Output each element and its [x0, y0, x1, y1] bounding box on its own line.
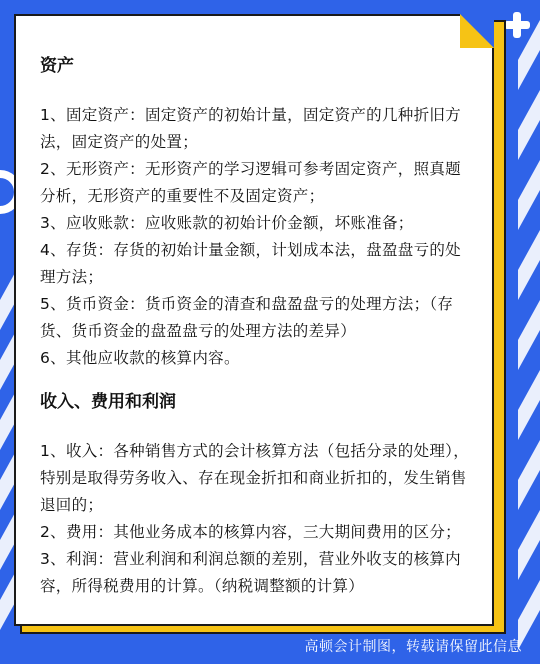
- list-item: 6、其他应收款的核算内容。: [40, 349, 240, 367]
- plus-icon: [504, 12, 530, 38]
- list-item: 5、货币资金：货币资金的清查和盘盈盘亏的处理方法；（存货、货币资金的盘盈盘亏的处理方法的差异）: [40, 295, 454, 340]
- list-item: 1、固定资产：固定资产的初始计量，固定资产的几种折旧方法，固定资产的处置；: [40, 106, 461, 151]
- list-item: 3、应收账款：应收账款的初始计价金额，坏账准备；: [40, 214, 414, 232]
- list-item: 4、存货：存货的初始计量金额，计划成本法，盘盈盘亏的处理方法；: [40, 241, 461, 286]
- folded-corner-decoration: [460, 14, 494, 48]
- content-card: [14, 14, 494, 626]
- list-item: 2、无形资产：无形资产的学习逻辑可参考固定资产，照真题分析，无形资产的重要性不及固定资产；: [40, 160, 461, 205]
- list-item: 3、利润：营业利润和利润总额的差别，营业外收支的核算内容，所得税费用的计算。（纳税调整额的计算）: [40, 550, 461, 595]
- section-title-income: 收入、费用和利润: [40, 392, 176, 412]
- section-income-expense-profit: [40, 390, 474, 600]
- section-title-assets: 资产: [40, 56, 74, 76]
- footer-credit: 高顿会计制图，转载请保留此信息: [304, 639, 522, 655]
- list-item: 2、费用：其他业务成本的核算内容，三大期间费用的区分；: [40, 523, 461, 541]
- list-item: 1、收入：各种销售方式的会计核算方法（包括分录的处理），特别是取得劳务收入、存在现金折扣和商业折扣的，发生销售退回的；: [40, 442, 470, 514]
- section-assets: [40, 54, 474, 372]
